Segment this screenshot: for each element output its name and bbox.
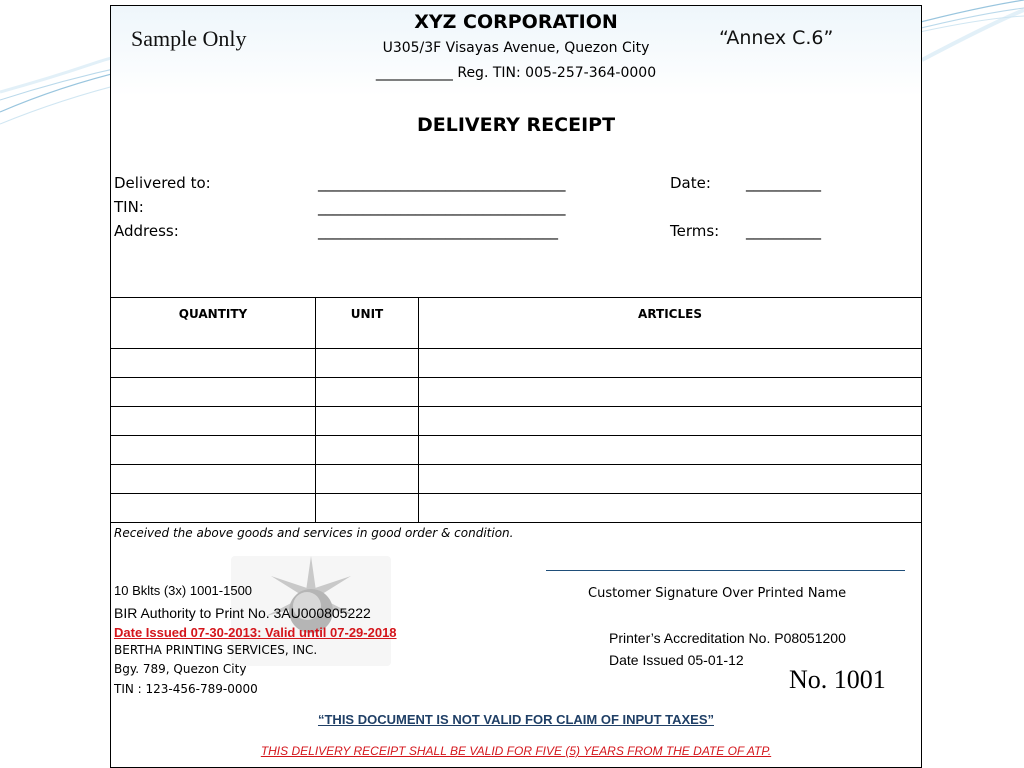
received-statement: Received the above goods and services in good order & condition.	[114, 526, 514, 540]
booklet-range: 10 Bklts (3x) 1001-1500	[114, 583, 253, 598]
notice-validity-period: THIS DELIVERY RECEIPT SHALL BE VALID FOR FIVE (5) YEARS FROM THE DATE OF ATP.	[260, 744, 772, 758]
tin-field[interactable]: _________________________________	[318, 198, 566, 216]
atp-date-issued: Date Issued 07-30-2013: Valid until 07-29-2018	[114, 625, 397, 640]
date-label: Date:	[670, 174, 711, 192]
table-row[interactable]	[111, 349, 921, 377]
delivered-to-label: Delivered to:	[114, 174, 211, 192]
company-name: XYZ CORPORATION	[414, 11, 618, 33]
printer-tin: TIN : 123-456-789-0000	[114, 682, 258, 696]
accreditation-date-issued: Date Issued 05-01-12	[609, 652, 744, 668]
company-reg-tin: ___________ Reg. TIN: 005-257-364-0000	[375, 65, 657, 81]
sample-label: Sample Only	[131, 26, 247, 51]
printer-name: BERTHA PRINTING SERVICES, INC.	[114, 643, 318, 657]
table-row[interactable]	[111, 465, 921, 493]
printer-address: Bgy. 789, Quezon City	[114, 662, 247, 676]
annex-label: “Annex C.6”	[719, 27, 834, 49]
table-row[interactable]	[111, 407, 921, 435]
terms-field[interactable]: __________	[746, 222, 821, 240]
signature-line	[546, 570, 905, 571]
printer-accreditation: Printer’s Accreditation No. P08051200	[609, 630, 846, 646]
table-row[interactable]	[111, 436, 921, 464]
terms-label: Terms:	[670, 222, 720, 240]
date-field[interactable]: __________	[746, 174, 821, 192]
delivered-to-field[interactable]: _________________________________	[318, 174, 566, 192]
signature-label: Customer Signature Over Printed Name	[588, 586, 847, 601]
delivery-receipt-document	[110, 5, 922, 768]
receipt-number: No. 1001	[789, 665, 886, 694]
table-row[interactable]	[111, 378, 921, 406]
notice-not-valid-input-tax: “THIS DOCUMENT IS NOT VALID FOR CLAIM OF INPUT TAXES”	[317, 712, 714, 727]
table-top-border	[111, 297, 921, 298]
company-address: U305/3F Visayas Avenue, Quezon City	[382, 40, 650, 56]
column-header-quantity: QUANTITY	[178, 307, 248, 321]
tin-label: TIN:	[114, 198, 144, 216]
address-label: Address:	[114, 222, 179, 240]
address-field[interactable]: ________________________________	[318, 222, 558, 240]
column-header-articles: ARTICLES	[638, 307, 702, 321]
table-bottom-border	[111, 522, 921, 523]
document-title: DELIVERY RECEIPT	[416, 114, 616, 136]
table-row[interactable]	[111, 494, 921, 522]
bir-authority: BIR Authority to Print No. 3AU000805222	[114, 605, 371, 621]
column-header-unit: UNIT	[350, 307, 384, 321]
